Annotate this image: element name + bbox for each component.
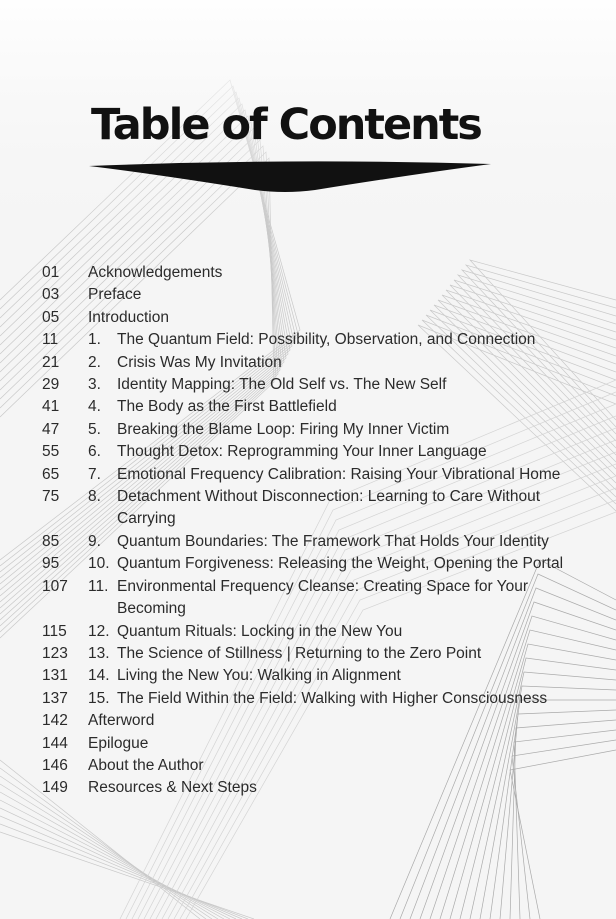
page-number: 107 [42,577,68,595]
chapter-number: 11. [88,577,109,595]
chapter-title: Quantum Rituals: Locking in the New You [117,622,403,640]
page-number: 03 [42,286,60,304]
chapter-title: Thought Detox: Reprogramming Your Inner Language [117,443,487,461]
chapter-title: Detachment Without Disconnection: Learning to Care Without Carrying [117,488,541,528]
page-number: 144 [42,734,68,752]
toc-entry[interactable] [42,733,582,755]
back-matter-list [42,710,582,800]
chapter-entry[interactable] [42,553,582,575]
toc-entry[interactable] [42,262,582,284]
chapter-title: Environmental Frequency Cleanse: Creating Space for Your Becoming [117,577,528,618]
page-number: 55 [42,443,60,461]
chapter-number: 10. [88,555,110,573]
chapter-entry[interactable] [42,486,582,531]
entry-title: About the Author [88,756,204,774]
page-number: 29 [42,376,60,394]
entry-title: Preface [88,286,142,304]
chapter-title: Quantum Forgiveness: Releasing the Weight, Opening the Portal [117,555,564,573]
chapter-number: 3. [88,376,101,394]
entry-title: Acknowledgements [88,264,223,281]
chapter-number: 5. [88,420,101,438]
chapter-entry[interactable] [42,576,582,621]
chapter-title: Crisis Was My Invitation [117,353,282,371]
chapter-number: 15. [88,689,110,707]
chapter-title: The Science of Stillness | Returning to the Zero Point [117,644,482,662]
chapter-number: 1. [88,331,101,349]
toc-entry[interactable] [42,307,582,329]
chapter-entry[interactable] [42,396,582,418]
page-number: 11 [42,331,59,349]
page-number: 95 [42,555,60,573]
page-number: 146 [42,756,68,774]
page-number: 01 [42,264,60,281]
chapter-number: 13. [88,644,110,662]
chapter-entry[interactable] [42,665,582,687]
page-number: 137 [42,689,68,707]
page-title: Table of Contents [91,100,481,150]
page-number: 65 [42,465,60,483]
chapter-list [42,329,582,710]
entry-title: Resources & Next Steps [88,779,257,797]
chapter-number: 7. [88,465,101,483]
entry-title: Epilogue [88,734,149,752]
page-number: 47 [42,420,60,438]
chapter-title: Breaking the Blame Loop: Firing My Inner Victim [117,420,450,438]
page-number: 149 [42,779,68,797]
chapter-number: 8. [88,488,101,506]
page-number: 75 [42,488,60,506]
toc-entry[interactable] [42,755,582,777]
toc-entry[interactable] [42,710,582,732]
chapter-number: 6. [88,443,101,461]
page-number: 142 [42,712,68,730]
entry-title: Introduction [88,308,169,326]
front-matter-list [42,262,582,329]
title-underline-swash [85,160,495,200]
chapter-title: The Field Within the Field: Walking with Higher Consciousness [117,689,548,707]
page-number: 05 [42,308,60,326]
chapter-title: The Quantum Field: Possibility, Observation, and Connection [117,331,536,349]
chapter-entry[interactable] [42,688,582,710]
chapter-entry[interactable] [42,374,582,396]
entry-title: Afterword [88,712,155,730]
page-number: 115 [42,622,67,640]
chapter-entry[interactable] [42,621,582,643]
chapter-number: 14. [88,667,110,685]
chapter-entry[interactable] [42,531,582,553]
chapter-entry[interactable] [42,441,582,463]
page-number: 85 [42,532,60,550]
chapter-title: Living the New You: Walking in Alignment [117,667,401,685]
chapter-number: 2. [88,353,101,371]
chapter-entry[interactable] [42,329,582,351]
chapter-entry[interactable] [42,352,582,374]
page-number: 131 [42,667,68,685]
chapter-title: The Body as the First Battlefield [117,398,337,416]
page-number: 123 [42,644,68,662]
chapter-entry[interactable] [42,419,582,441]
page-number: 41 [42,398,60,416]
table-of-contents [42,262,582,800]
chapter-title: Identity Mapping: The Old Self vs. The New Self [117,376,447,394]
chapter-number: 12. [88,622,110,640]
chapter-entry[interactable] [42,643,582,665]
chapter-title: Emotional Frequency Calibration: Raising Your Vibrational Home [117,465,561,483]
toc-entry[interactable] [42,284,582,306]
toc-entry[interactable] [42,777,582,799]
page-number: 21 [42,353,60,371]
chapter-number: 4. [88,398,101,416]
chapter-entry[interactable] [42,464,582,486]
chapter-title: Quantum Boundaries: The Framework That Holds Your Identity [117,532,549,550]
chapter-number: 9. [88,532,101,550]
